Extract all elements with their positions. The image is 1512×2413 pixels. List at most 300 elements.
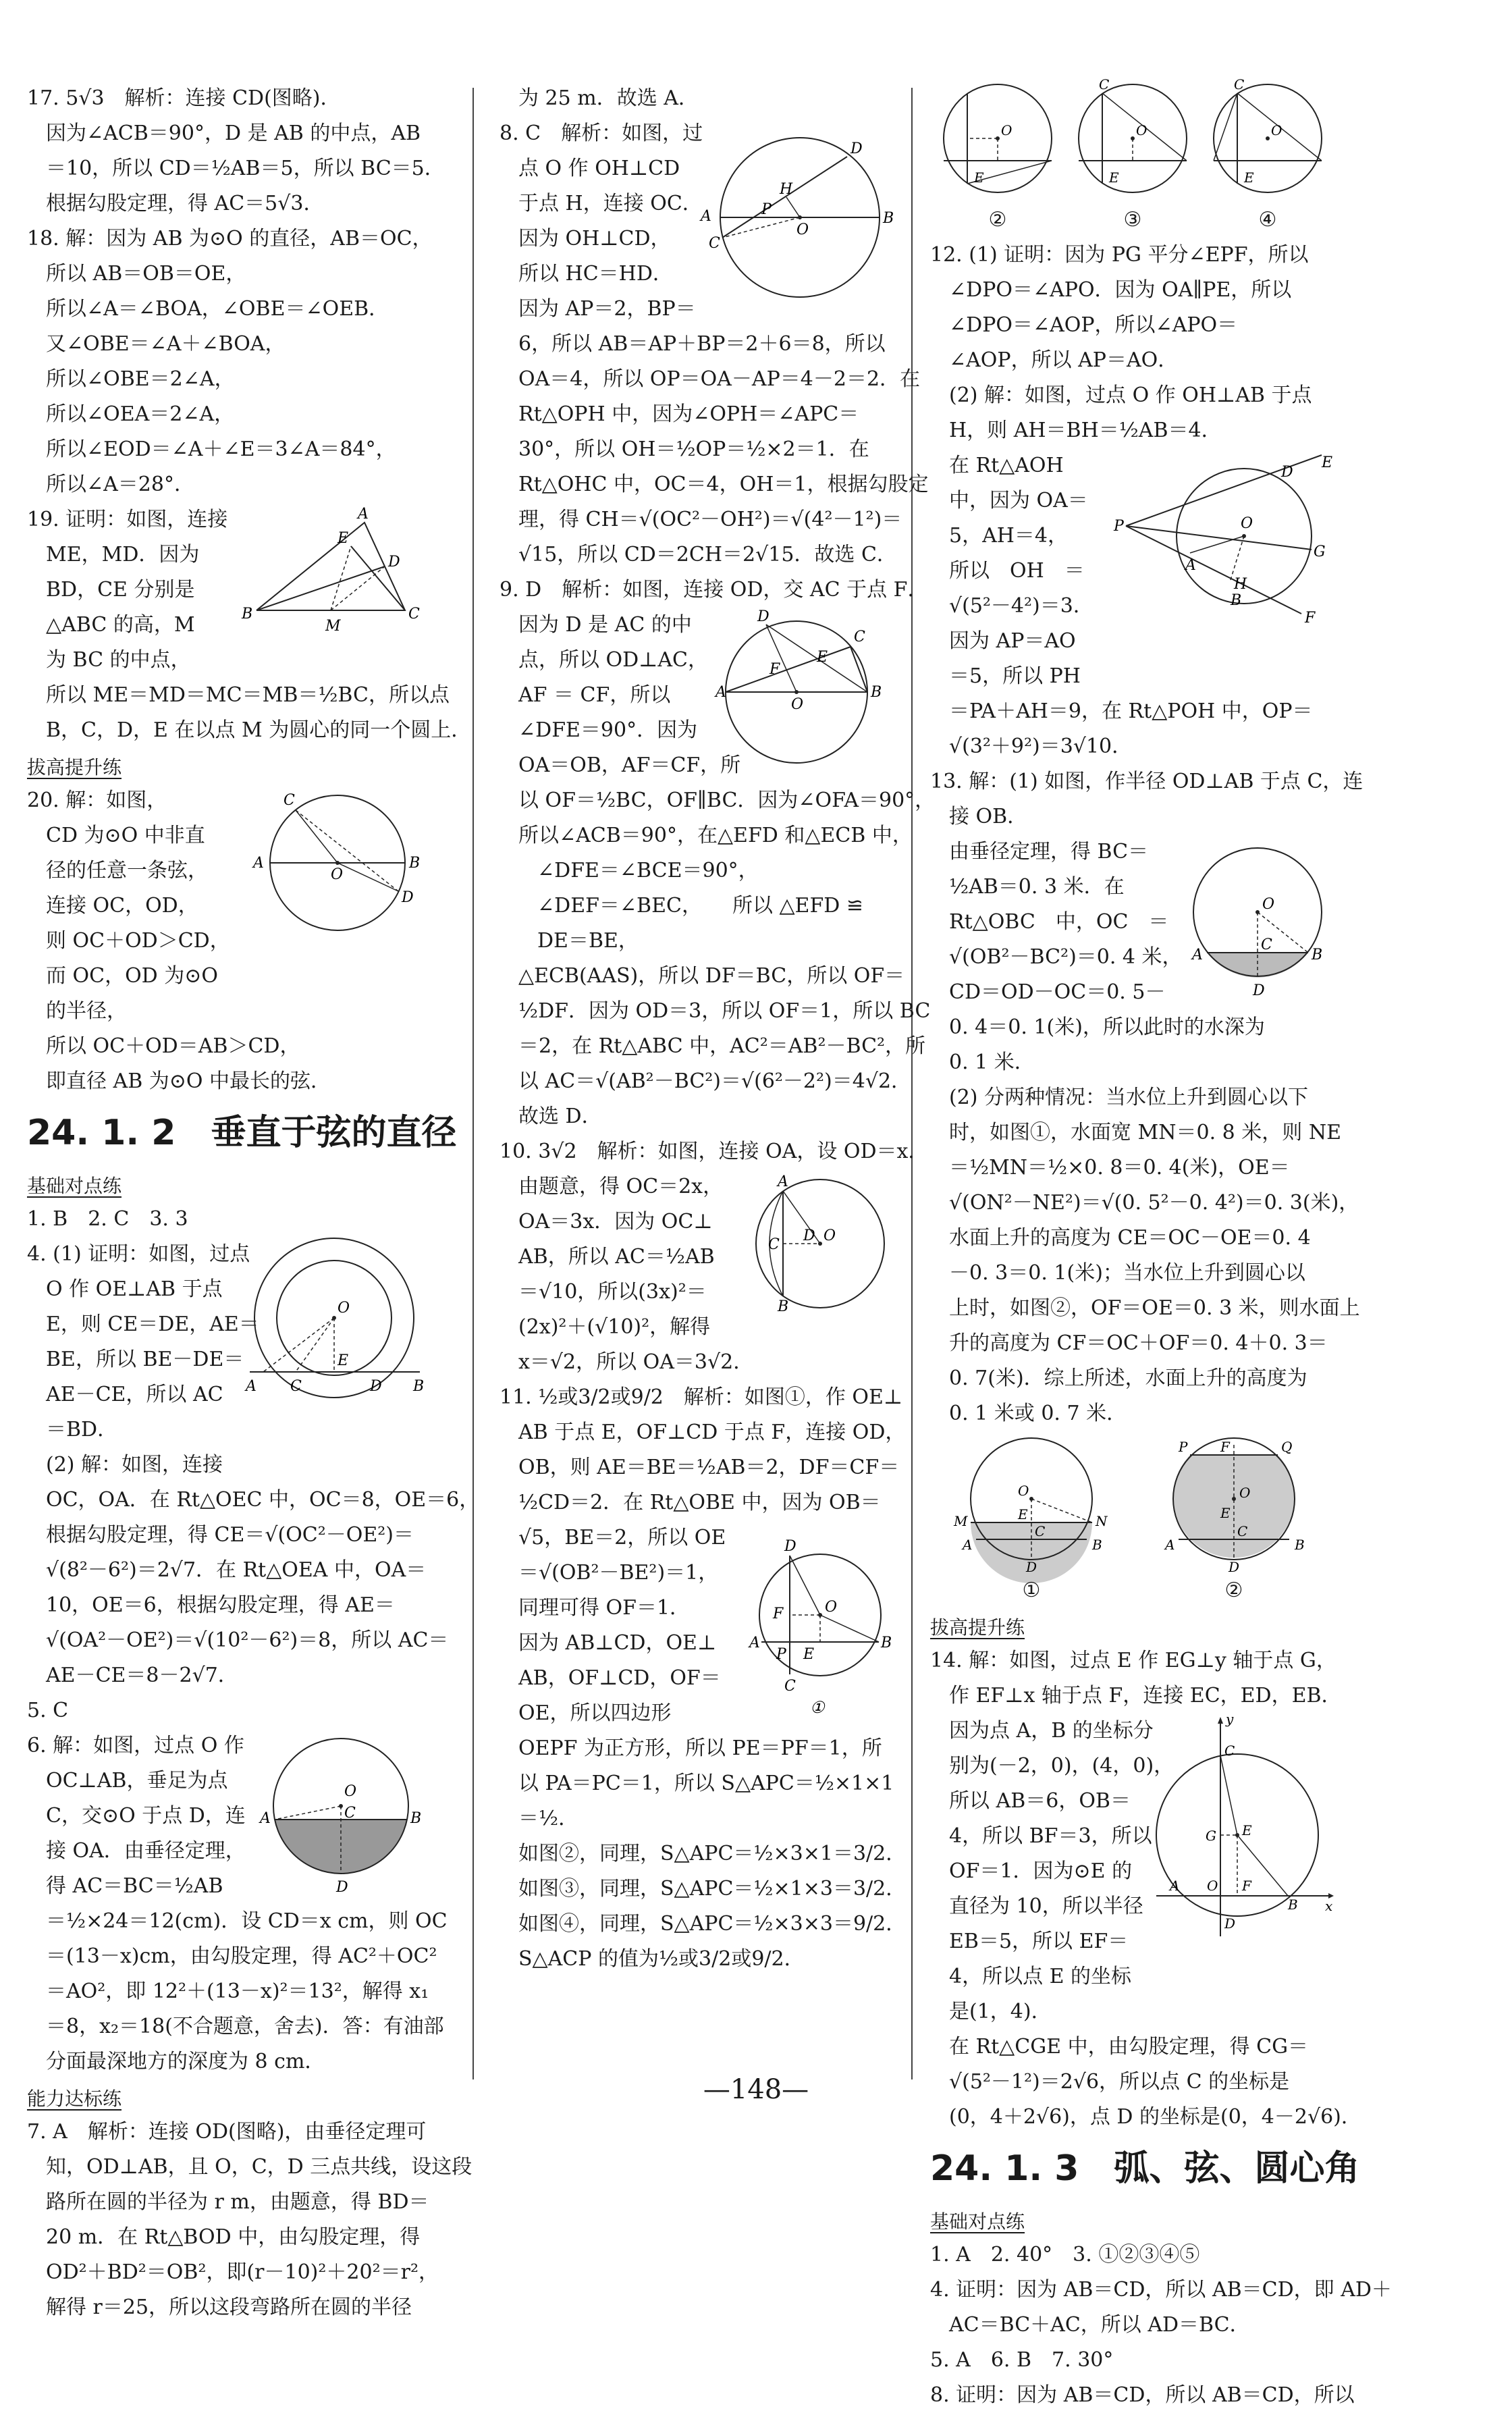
svg-text:C: C	[1035, 1523, 1046, 1539]
column-3	[930, 76, 1392, 2413]
svg-text:D: D	[1026, 1559, 1037, 1575]
svg-text:C: C	[290, 1378, 302, 1395]
figure-label: ②	[988, 208, 1007, 232]
svg-text:A: A	[253, 855, 264, 872]
subsection-label: 基础对点练	[930, 2210, 1025, 2233]
svg-text:B: B	[413, 1378, 425, 1395]
text-line: BE，所以 BE－DE＝	[46, 1348, 244, 1371]
text-line: 则 OC＋OD＞CD，	[46, 929, 230, 953]
svg-text:E: E	[1109, 169, 1119, 186]
text-line: S△ACP 的值为½或3/2或9/2．	[518, 1947, 805, 1971]
text-line: AB，所以 AC＝½AB	[518, 1245, 715, 1269]
text-line: 6. 解：如图，过点 O 作	[27, 1734, 244, 1757]
svg-text:C: C	[854, 629, 865, 645]
q20	[27, 783, 432, 1029]
text-line: 0. 1 米或 0. 7 米．	[949, 1402, 1127, 1425]
text-line: √5，BE＝2，所以 OE	[518, 1526, 726, 1549]
svg-text:B: B	[778, 1298, 789, 1315]
text-line: 所以∠A＝28°．	[46, 473, 194, 496]
text-line: 故选 D．	[518, 1105, 602, 1128]
text-line: 所以 AB＝6，OB＝	[949, 1789, 1131, 1813]
text-line: 升的高度为 CF＝OC＋OF＝0. 4＋0. 3＝	[949, 1331, 1328, 1355]
svg-text:C: C	[1261, 936, 1272, 953]
svg-text:O: O	[1018, 1483, 1029, 1499]
text-line: ∠DEF＝∠BEC， 所以 △EFD ≌	[537, 894, 863, 918]
text-line: ME，MD．因为	[46, 543, 200, 566]
text-line: OA＝3x．因为 OC⊥	[518, 1210, 713, 1234]
text-line: √(5²－4²)＝3．	[949, 594, 1094, 618]
svg-text:O: O	[796, 221, 809, 238]
text-line: 19. 证明：如图，连接	[27, 508, 228, 531]
q17-18	[27, 81, 445, 502]
svg-text:H: H	[1234, 576, 1247, 593]
text-line: 因为 AP＝AO	[949, 629, 1076, 653]
text-line: √(ON²－NE²)＝√(0. 5²－0. 4²)＝0. 3(米)，	[949, 1191, 1359, 1215]
text-line: 作 EF⊥x 轴于点 F，连接 EC，ED，EB．	[949, 1684, 1342, 1707]
q9	[500, 608, 891, 783]
text-line: AE－CE＝8－2√7．	[46, 1664, 238, 1687]
text-line: DE＝BE，	[537, 929, 639, 953]
oil-tank-figure-6	[256, 1728, 432, 1897]
text-line: 知，OD⊥AB，且 O，C，D 三点共线，设这段	[46, 2155, 473, 2179]
text-line: CD＝OD－OC＝0. 5－	[949, 980, 1166, 1004]
text-line: 水面上升的高度为 CE＝OC－OE＝0. 4	[949, 1226, 1311, 1250]
text-line: 以 PA＝PC＝1，所以 S△APC＝½×1×1	[518, 1772, 894, 1795]
svg-text:F: F	[773, 1606, 784, 1622]
text-line: 所以∠OEA＝2∠A，	[46, 402, 235, 426]
svg-text:G: G	[1206, 1828, 1216, 1844]
text-line: 即直径 AB 为⊙O 中最长的弦．	[46, 1069, 331, 1093]
svg-text:y: y	[1226, 1711, 1234, 1727]
column-rule-left	[473, 88, 474, 2079]
text-line: ½AB＝0. 3 米．在	[949, 875, 1125, 899]
figure-label: ④	[1258, 208, 1277, 232]
column-1	[27, 81, 480, 2325]
text-line: 由题意，得 OC＝2x，	[518, 1175, 724, 1198]
text-line: OF＝1．因为⊙E 的	[949, 1859, 1133, 1883]
svg-text:E: E	[338, 1352, 349, 1369]
svg-text:B: B	[1288, 1897, 1298, 1913]
text-line: 5. C	[27, 1699, 69, 1722]
text-line: 直径为 10，所以半径	[949, 1894, 1143, 1918]
circle-figure-8	[695, 116, 894, 319]
text-line: 9. D 解析：如图，连接 OD，交 AC 于点 F．	[500, 578, 928, 602]
text-line: ＝½×24＝12(cm)．设 CD＝x cm，则 OC	[46, 1909, 448, 1933]
svg-text:E: E	[803, 1646, 815, 1663]
text-line: 因为∠ACB＝90°，D 是 AB 的中点，AB	[46, 122, 421, 145]
circle-figure-11-4	[1207, 76, 1328, 203]
svg-text:B: B	[1312, 947, 1323, 963]
text-line: 4. 证明：因为 AB＝CD，所以 AB＝CD，即 AD＋	[930, 2278, 1392, 2302]
text-line: OEPF 为正方形，所以 PE＝PF＝1，所	[518, 1736, 882, 1760]
text-line: 10，OE＝6，根据勾股定理，得 AE＝	[46, 1593, 395, 1617]
text-line: 径的任意一条弦，	[46, 859, 208, 882]
text-line: ∠DPO＝∠AOP，所以∠APO＝	[949, 313, 1238, 337]
svg-text:A: A	[1165, 1537, 1175, 1553]
svg-text:E: E	[1242, 1822, 1252, 1838]
svg-text:B: B	[1231, 592, 1242, 609]
svg-text:A: A	[1170, 1878, 1180, 1894]
text-line: 5. A 6. B 7. 30°	[930, 2348, 1114, 2372]
text-line: 因为 D 是 AC 的中	[518, 613, 692, 637]
text-line: 因为 AB⊥CD，OE⊥	[518, 1631, 717, 1655]
text-line: 根据勾股定理，得 AC＝5√3．	[46, 192, 324, 215]
text-line: 14. 解：如图，过点 E 作 EG⊥y 轴于点 G，	[930, 1649, 1336, 1672]
text-line: 所以 OC＋OD＝AB＞CD，	[46, 1034, 300, 1058]
svg-text:D: D	[1281, 464, 1293, 481]
text-line: OD²＋BD²＝OB²，即(r－10)²＋20²＝r²，	[46, 2260, 439, 2284]
svg-text:O: O	[1271, 122, 1282, 138]
svg-text:B: B	[242, 606, 253, 622]
text-line: ＝(13－x)cm，由勾股定理，得 AC²＋OC²	[46, 1944, 437, 1968]
svg-text:O: O	[344, 1783, 357, 1800]
svg-text:F: F	[1305, 610, 1316, 627]
text-line: 4，所以 BF＝3，所以	[949, 1824, 1152, 1848]
svg-text:B: B	[881, 1635, 892, 1651]
text-line: ∠DFE＝∠BCE＝90°，	[537, 859, 759, 882]
text-line: 为 BC 的中点，	[46, 648, 191, 672]
text-line: ＝½MN＝½×0. 8＝0. 4(米)，OE＝	[949, 1156, 1290, 1179]
svg-text:D: D	[1224, 1915, 1236, 1932]
svg-text:O: O	[824, 1227, 836, 1244]
text-line: Rt△OBC 中，OC ＝	[949, 910, 1169, 934]
svg-text:①: ①	[810, 1698, 825, 1717]
text-line: ＝5，所以 PH	[949, 664, 1081, 688]
svg-text:O: O	[1241, 515, 1253, 532]
svg-text:D: D	[370, 1378, 382, 1395]
text-line: －0. 3＝0. 1(米)；当水位上升到圆心以	[949, 1261, 1305, 1285]
text-line: 理，得 CH＝√(OC²－OH²)＝√(4²－1²)＝	[518, 508, 902, 531]
text-line: Rt△OPH 中，因为∠OPH＝∠APC＝	[518, 402, 859, 426]
text-line: AB 于点 E，OF⊥CD 于点 F，连接 OD，	[518, 1421, 906, 1444]
text-line: ＝PA＋AH＝9，在 Rt△POH 中，OP＝	[949, 699, 1313, 723]
text-line: 于点 H，连接 OC．	[518, 192, 703, 215]
svg-text:D: D	[402, 889, 414, 906]
svg-text:A: A	[778, 1173, 788, 1190]
q13	[930, 834, 1335, 1010]
text-line: 17. 5√3 解析：连接 CD(图略)．	[27, 86, 341, 110]
svg-text:A: A	[1185, 557, 1196, 574]
svg-text:C: C	[784, 1678, 796, 1695]
text-line: 0. 1 米．	[949, 1051, 1035, 1074]
text-line: 所以 AB＝OB＝OE，	[46, 262, 246, 286]
svg-text:C: C	[284, 792, 295, 809]
text-line: 又∠OBE＝∠A＋∠BOA，	[46, 332, 286, 356]
section-title: 24. 1. 3 弧、弦、圆心角	[930, 2148, 1360, 2189]
text-line: 30°，所以 OH＝½OP＝½×2＝1．在	[518, 437, 869, 461]
text-line: 以 AC＝√(AB²－BC²)＝√(6²－2²)＝4√2．	[518, 1069, 912, 1093]
svg-text:P: P	[1179, 1439, 1188, 1455]
svg-text:C: C	[709, 235, 720, 252]
text-line: 点，所以 OD⊥AC，	[518, 648, 709, 672]
page-number: —148—	[703, 2074, 809, 2105]
text-line: AC＝BC＋AC，所以 AD＝BC．	[949, 2313, 1250, 2337]
svg-text:D: D	[336, 1879, 348, 1896]
subsection-label: 基础对点练	[27, 1175, 122, 1197]
text-line: (0，4＋2√6)，点 D 的坐标是(0，4－2√6)．	[949, 2105, 1361, 2129]
text-line: √(8²－6²)＝2√7．在 Rt△OEA 中，OA＝	[46, 1558, 427, 1582]
figure-label: ③	[1123, 208, 1142, 232]
subsection-label: 拔高提升练	[27, 756, 122, 778]
svg-text:D: D	[784, 1538, 796, 1555]
text-line: 0. 7(米)．综上所述，水面上升的高度为	[949, 1367, 1307, 1390]
figure-11-3	[1072, 76, 1193, 238]
svg-text:C: C	[1099, 76, 1110, 92]
q8	[500, 116, 894, 327]
text-line: 上时，如图②，OF＝OE＝0. 3 米，则水面上	[949, 1296, 1360, 1320]
figure-11-4	[1207, 76, 1328, 238]
circle-figure-11-3	[1072, 76, 1193, 203]
text-line: 因为 AP＝2，BP＝	[518, 297, 696, 321]
text-line: 12. (1) 证明：因为 PG 平分∠EPF，所以	[930, 243, 1309, 267]
text-line: 所以∠A＝∠BOA，∠OBE＝∠OEB．	[46, 297, 389, 321]
text-line: ＝2，在 Rt△ABC 中，AC²＝AB²－BC²，所	[518, 1034, 926, 1058]
circle-figure-11-1	[749, 1520, 891, 1723]
text-line: 如图④，同理，S△APC＝½×3×3＝9/2．	[518, 1912, 907, 1936]
section-title: 24. 1. 2 垂直于弦的直径	[27, 1113, 457, 1153]
text-line: 的半径，	[46, 999, 127, 1023]
text-line: 接 OB．	[949, 805, 1028, 828]
svg-text:E: E	[1244, 169, 1254, 186]
text-line: 由垂径定理，得 BC＝	[949, 840, 1149, 864]
q19	[27, 502, 432, 678]
text-line: △ABC 的高，M	[46, 613, 195, 637]
svg-text:A: A	[716, 684, 726, 701]
text-line: 所以∠OBE＝2∠A，	[46, 367, 235, 391]
svg-text:E: E	[817, 649, 828, 666]
svg-text:A: A	[358, 506, 369, 523]
concentric-circles-figure-4	[236, 1237, 432, 1419]
pipe-figure-13-1	[950, 1431, 1112, 1573]
svg-text:O: O	[1136, 122, 1148, 138]
svg-text:E: E	[1220, 1505, 1231, 1521]
q10	[500, 1169, 891, 1380]
text-line: 18. 解：因为 AB 为⊙O 的直径，AB＝OC，	[27, 227, 433, 250]
svg-text:F: F	[770, 661, 780, 678]
text-line: ＝10，所以 CD＝½AB＝5，所以 BC＝5．	[46, 157, 445, 180]
text-line: 中，因为 OA＝	[949, 489, 1088, 512]
text-line: 路所在圆的半径为 r m，由题意，得 BD＝	[46, 2190, 429, 2214]
text-line: 解得 r＝25，所以这段弯路所在圆的半径	[46, 2296, 412, 2319]
svg-text:A: A	[1192, 947, 1203, 963]
circle-figure-9	[716, 608, 891, 776]
text-line: 1. B 2. C 3. 3	[27, 1207, 188, 1231]
text-line: 因为点 A，B 的坐标分	[949, 1719, 1154, 1743]
text-line: 分面最深地方的深度为 8 cm．	[46, 2050, 325, 2073]
text-line: (2x)²＋(√10)²，解得	[518, 1315, 711, 1339]
figures-13	[930, 1431, 1335, 1608]
text-line: 因为 OH⊥CD，	[518, 227, 671, 250]
text-line: △ECB(AAS)，所以 DF＝BC，所以 OF＝	[518, 964, 905, 988]
pipe-figure-13-2	[1153, 1431, 1315, 1573]
text-line: 5，AH＝4，	[949, 524, 1069, 548]
svg-text:B: B	[1092, 1537, 1102, 1553]
figures-11-234	[930, 76, 1335, 238]
text-line: 20. 解：如图，	[27, 789, 167, 812]
svg-text:D: D	[803, 1227, 815, 1244]
svg-text:M: M	[325, 618, 341, 635]
text-line: 同理可得 OF＝1．	[518, 1596, 691, 1620]
text-line: ＝8，x₂＝18(不合题意，舍去)．答：有油部	[46, 2015, 444, 2038]
text-line: AE－CE，所以 AC	[46, 1383, 223, 1406]
svg-text:O: O	[791, 696, 804, 713]
svg-text:B: B	[871, 684, 882, 701]
text-line: ∠DPO＝∠APO．因为 OA∥PE，所以	[949, 278, 1292, 302]
svg-text:A: A	[749, 1635, 760, 1651]
text-line: 1. A 2. 40° 3. ①②③④⑤	[930, 2243, 1200, 2266]
text-line: CD 为⊙O 中非直	[46, 824, 205, 847]
svg-text:C: C	[1224, 1743, 1235, 1759]
svg-text:O: O	[338, 1300, 350, 1317]
text-line: √(3²＋9²)＝3√10．	[949, 735, 1133, 758]
text-line: 如图②，同理，S△APC＝½×3×1＝3/2．	[518, 1842, 907, 1865]
text-line: ＝√(OB²－BE²)＝1，	[518, 1561, 719, 1585]
svg-text:D: D	[388, 554, 400, 571]
text-line: ½CD＝2．在 Rt△OBE 中，因为 OB＝	[518, 1491, 881, 1514]
svg-text:A: A	[246, 1378, 256, 1395]
text-line: 所以 ME＝MD＝MC＝MB＝½BC，所以点	[46, 683, 450, 707]
text-line: AF ＝ CF，所以	[518, 683, 671, 707]
text-line: 在 Rt△CGE 中，由勾股定理，得 CG＝	[949, 2035, 1309, 2059]
svg-text:P: P	[776, 1646, 786, 1663]
text-line: OC，OA．在 Rt△OEC 中，OC＝8，OE＝6，	[46, 1488, 480, 1512]
svg-text:E: E	[974, 169, 984, 186]
svg-text:Q: Q	[1281, 1439, 1293, 1455]
text-line: 根据勾股定理，得 CE＝√(OC²－OE²)＝	[46, 1523, 414, 1547]
svg-text:A: A	[701, 208, 711, 225]
text-line: √(OB²－BC²)＝0. 4 米，	[949, 945, 1183, 969]
text-line: 20 m．在 Rt△BOD 中，由勾股定理，得	[46, 2225, 421, 2249]
text-line: 别为(－2，0)，(4，0)，	[949, 1754, 1174, 1778]
text-line: 在 Rt△AOH	[949, 454, 1064, 477]
subsection-label: 能力达标练	[27, 2088, 122, 2110]
text-line: 7. A 解析：连接 OD(图略)，由垂径定理可	[27, 2120, 427, 2144]
text-line: (2) 解：如图，过点 O 作 OH⊥AB 于点	[949, 383, 1312, 407]
svg-text:E: E	[338, 530, 349, 547]
text-line: BD，CE 分别是	[46, 578, 195, 602]
text-line: 所以 OH ＝	[949, 559, 1085, 583]
text-line: AB，OF⊥CD，OF＝	[518, 1666, 721, 1690]
text-line: 时，如图①，水面宽 MN＝0. 8 米，则 NE	[949, 1121, 1341, 1144]
text-line: 接 OA．由垂径定理，	[46, 1839, 246, 1863]
text-line: x＝√2，所以 OA＝3√2．	[518, 1350, 754, 1374]
svg-text:M: M	[954, 1513, 968, 1529]
svg-text:B: B	[1295, 1537, 1305, 1553]
text-line: (2) 分两种情况：当水位上升到圆心以下	[949, 1086, 1309, 1109]
coordinate-circle-figure-14	[1153, 1711, 1335, 1943]
text-line: OB，则 AE＝BE＝½AB＝2，DF＝CF＝	[518, 1456, 900, 1479]
svg-text:A: A	[260, 1810, 271, 1827]
text-line: 得 AC＝BC＝½AB	[46, 1874, 223, 1898]
text-line: 所以∠ACB＝90°，在△EFD 和△ECB 中，	[518, 824, 913, 847]
text-line: ∠AOP，所以 AP＝AO．	[949, 348, 1179, 372]
svg-text:E: E	[1018, 1506, 1028, 1522]
svg-text:O: O	[1239, 1485, 1251, 1501]
svg-text:P: P	[761, 201, 772, 218]
circle-figure-11-2	[937, 81, 1058, 203]
text-line: OA＝OB，AF＝CF，所	[518, 753, 741, 777]
text-line: √15，所以 CD＝2CH＝2√15．故选 C．	[518, 543, 897, 566]
svg-text:D: D	[757, 608, 770, 625]
text-line: ＝AO²，即 12²＋(13－x)²＝13²，解得 x₁	[46, 1980, 429, 2003]
svg-text:O: O	[1262, 896, 1275, 913]
text-line: 8. C 解析：如图，过	[500, 122, 703, 145]
text-line: OA＝4，所以 OP＝OA－AP＝4－2＝2．在	[518, 367, 921, 391]
text-line: 以 OF＝½BC，OF∥BC．因为∠OFA＝90°，	[518, 789, 936, 812]
svg-text:D: D	[1228, 1559, 1240, 1575]
svg-text:O: O	[825, 1599, 838, 1616]
text-line: ∠DFE＝90°．因为	[518, 718, 698, 742]
text-line: E，则 CE＝DE，AE＝	[46, 1312, 259, 1336]
text-line: 而 OC，OD 为⊙O	[46, 964, 218, 988]
column-2	[500, 81, 936, 1977]
svg-text:B: B	[410, 1810, 422, 1827]
text-line: ＝½．	[518, 1807, 579, 1830]
text-line: 如图③，同理，S△APC＝½×1×3＝3/2．	[518, 1877, 907, 1901]
figure-label: ①	[1022, 1579, 1041, 1602]
svg-text:D: D	[850, 140, 863, 157]
text-line: √(OA²－OE²)＝√(10²－6²)＝8，所以 AC＝	[46, 1628, 449, 1652]
text-line: 0. 4＝0. 1(米)，所以此时的水深为	[949, 1015, 1265, 1039]
circle-figure-20	[236, 783, 432, 938]
svg-text:B: B	[883, 210, 894, 227]
figure-13-2	[1153, 1431, 1315, 1608]
svg-text:O: O	[1001, 122, 1013, 138]
text-line: Rt△OHC 中，OC＝4，OH＝1，根据勾股定	[518, 473, 929, 496]
q14	[930, 1711, 1335, 2030]
figure-13-1	[950, 1431, 1112, 1608]
svg-text:x: x	[1325, 1898, 1333, 1914]
svg-text:C: C	[768, 1236, 780, 1253]
svg-text:C: C	[344, 1805, 356, 1822]
svg-text:P: P	[1114, 518, 1124, 535]
svg-text:F: F	[1242, 1878, 1251, 1894]
svg-text:G: G	[1314, 543, 1326, 560]
pipe-figure-13	[1180, 834, 1335, 1003]
text-line: 13. 解：(1) 如图，作半径 OD⊥AB 于点 C，连	[930, 770, 1364, 793]
text-line: 是(1，4)．	[949, 2000, 1052, 2023]
svg-text:O: O	[331, 866, 344, 883]
svg-text:F: F	[1220, 1439, 1230, 1455]
text-line: ＝BD．	[46, 1418, 118, 1441]
figure-11-2	[937, 81, 1058, 238]
svg-text:A: A	[963, 1537, 973, 1553]
triangle-figure-19	[236, 502, 432, 637]
text-line: 为 25 m．故选 A．	[518, 86, 699, 110]
circle-figure-10	[742, 1169, 891, 1325]
text-line: C，交⊙O 于点 D，连	[46, 1804, 246, 1828]
text-line: √(5²－1²)＝2√6，所以点 C 的坐标是	[949, 2070, 1290, 2094]
text-line: O 作 OE⊥AB 于点	[46, 1277, 223, 1301]
text-line: H，则 AH＝BH＝½AB＝4．	[949, 419, 1222, 442]
circle-figure-12	[1112, 448, 1335, 627]
text-line: ＝√10，所以(3x)²＝	[518, 1280, 707, 1304]
q6	[27, 1728, 432, 1904]
q11	[500, 1520, 891, 1731]
text-line: 11. ½或3/2或9/2 解析：如图①，作 OE⊥	[500, 1385, 903, 1409]
text-line: 4，所以点 E 的坐标	[949, 1965, 1132, 1988]
text-line: 8. 证明：因为 AB＝CD，所以 AB＝CD，所以	[930, 2383, 1355, 2407]
text-line: 10. 3√2 解析：如图，连接 OA，设 OD＝x．	[500, 1140, 929, 1163]
text-line: B，C，D，E 在以点 M 为圆心的同一个圆上．	[46, 718, 472, 742]
text-line: 所以 HC＝HD．	[518, 262, 673, 286]
text-line: (2) 解：如图，连接	[46, 1453, 223, 1477]
figure-label: ②	[1224, 1579, 1243, 1602]
svg-text:E: E	[1322, 454, 1333, 471]
text-line: ½DF．因为 OD＝3，所以 OF＝1，所以 BC	[518, 999, 931, 1023]
q12	[930, 448, 1335, 694]
text-line: 连接 OC，OD，	[46, 894, 198, 918]
